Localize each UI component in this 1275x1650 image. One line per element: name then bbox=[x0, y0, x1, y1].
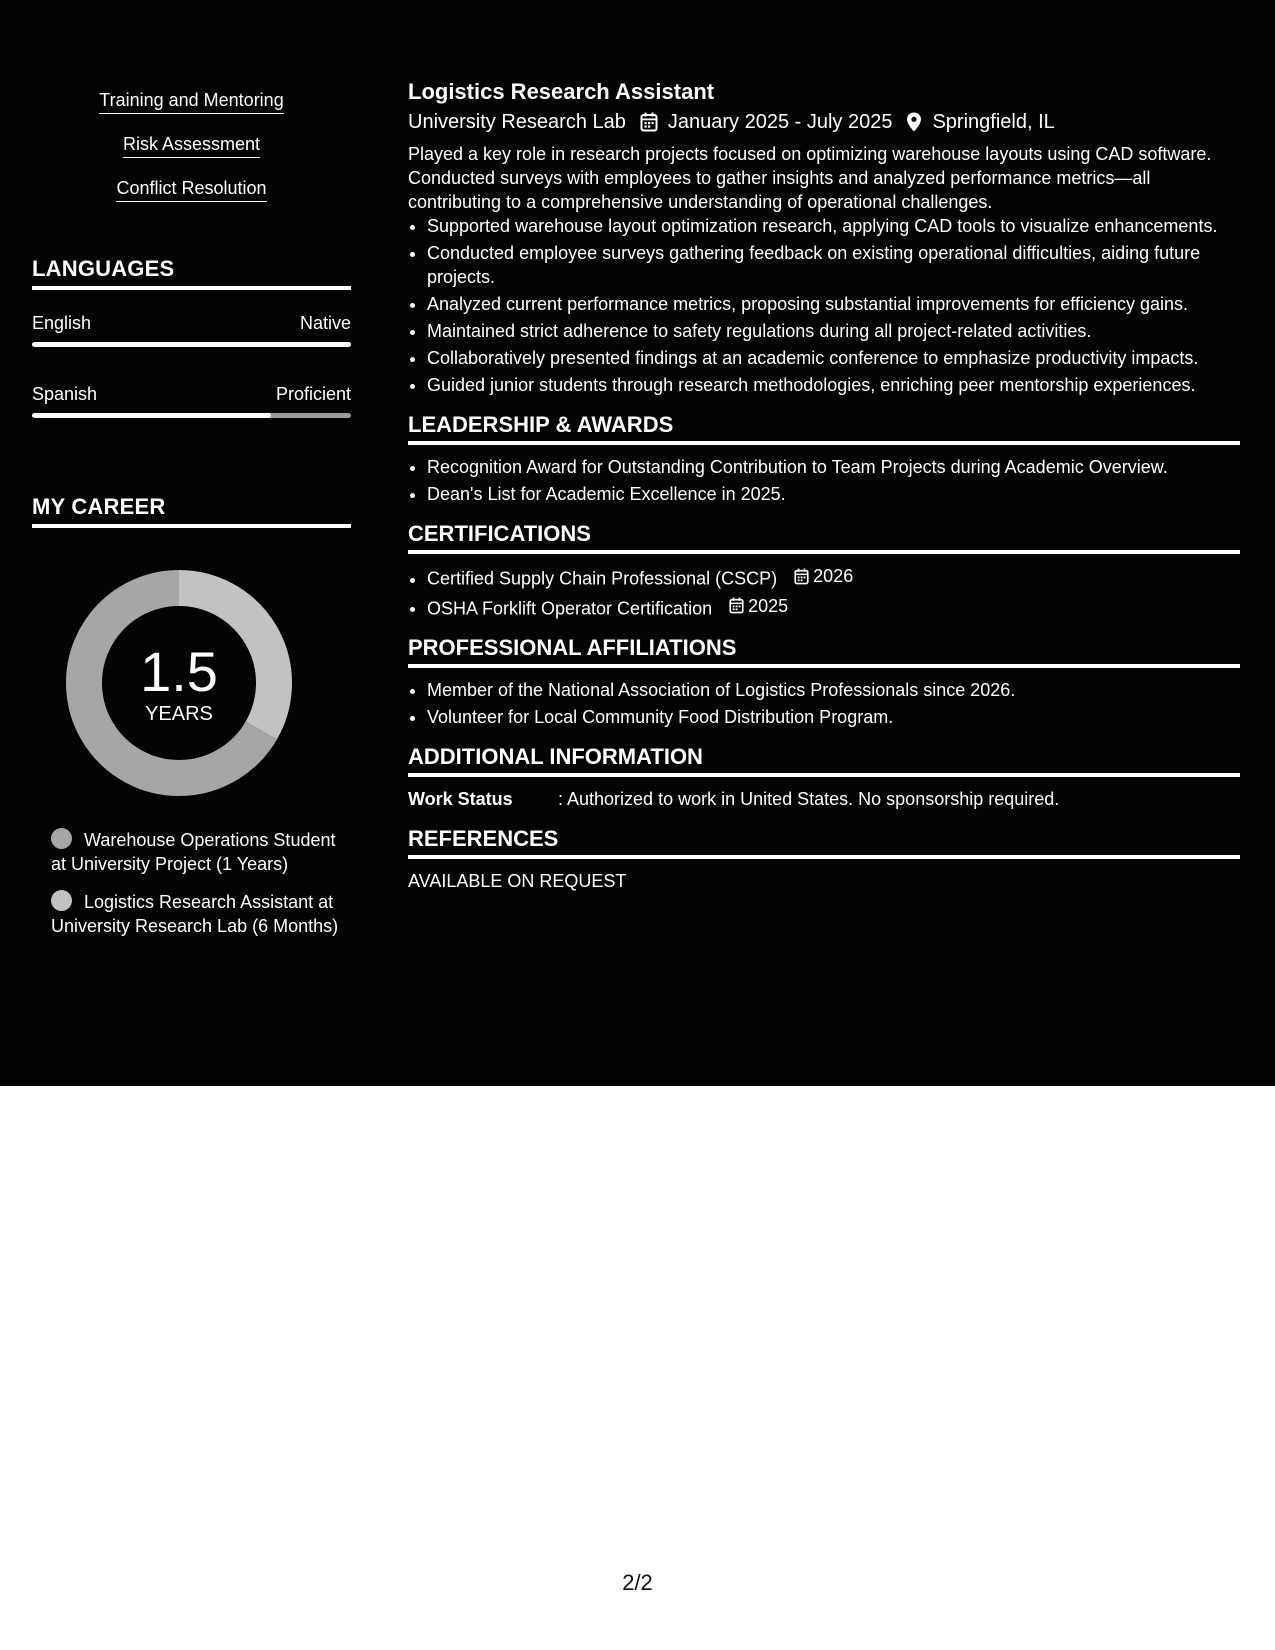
list-item: • Guided junior students through research methodologies, enriching peer mentorship experiences. bbox=[427, 373, 1240, 397]
skill-item: Conflict Resolution bbox=[116, 176, 266, 202]
career-total-value: 1.5 bbox=[140, 640, 218, 703]
list-item: • Dean's List for Academic Excellence in 2025. bbox=[427, 482, 1240, 506]
language-item bbox=[32, 383, 351, 418]
affiliations-section bbox=[408, 634, 1240, 729]
job-bullets bbox=[408, 214, 1240, 397]
career-heading: MY CAREER bbox=[32, 494, 351, 528]
list-item: • Member of the National Association of Logistics Professionals since 2026. bbox=[427, 678, 1240, 702]
page-number: 2/2 bbox=[622, 1570, 653, 1595]
language-item bbox=[32, 312, 351, 347]
list-item: • Volunteer for Local Community Food Distribution Program. bbox=[427, 705, 1240, 729]
legend-dot-icon bbox=[51, 890, 72, 911]
career-legend-item bbox=[51, 828, 341, 876]
certification-name: Certified Supply Chain Professional (CSCP) bbox=[427, 568, 778, 589]
section-heading: CERTIFICATIONS bbox=[408, 520, 1240, 554]
job-description: Played a key role in research projects focused on optimizing warehouse layouts using CAD software. Conducted surveys with employees to gather insights and analyzed performance metrics—all contributing to a comprehensive understanding of operational challenges. bbox=[408, 144, 1212, 212]
references-section bbox=[408, 825, 1240, 893]
certification-year: 2025 bbox=[748, 595, 789, 616]
certification-item bbox=[427, 564, 1240, 591]
calendar-icon bbox=[794, 568, 809, 585]
list-item: • Recognition Award for Outstanding Contribution to Team Projects during Academic Overview. bbox=[427, 455, 1240, 479]
list-item: • Analyzed current performance metrics, proposing substantial improvements for efficiency gains. bbox=[427, 292, 1240, 316]
skills-list bbox=[32, 88, 351, 220]
calendar-icon bbox=[729, 597, 744, 614]
career-legend-item bbox=[51, 890, 341, 938]
language-proficiency-fill bbox=[32, 413, 271, 418]
career-legend bbox=[51, 828, 341, 938]
skill-item: Training and Mentoring bbox=[99, 88, 283, 114]
leadership-section bbox=[408, 411, 1240, 506]
job-company: University Research Lab bbox=[408, 111, 626, 133]
language-name: English bbox=[32, 313, 92, 333]
additional-info-section bbox=[408, 743, 1240, 811]
certification-name: OSHA Forklift Operator Certification bbox=[427, 598, 713, 618]
section-heading: REFERENCES bbox=[408, 825, 1240, 859]
job-location: Springfield, IL bbox=[932, 111, 1055, 133]
career-donut-center bbox=[66, 570, 292, 796]
sidebar bbox=[32, 0, 351, 952]
legend-dot-icon bbox=[51, 828, 72, 849]
list-item: • Supported warehouse layout optimization research, applying CAD tools to visualize enhancements. bbox=[427, 214, 1240, 238]
job-meta bbox=[408, 108, 1240, 136]
language-level: Native bbox=[299, 313, 351, 333]
job-title: Logistics Research Assistant bbox=[408, 79, 715, 104]
section-heading: LEADERSHIP & AWARDS bbox=[408, 411, 1240, 445]
main-content bbox=[408, 77, 1240, 893]
certifications-section bbox=[408, 520, 1240, 620]
language-proficiency-fill bbox=[32, 342, 351, 347]
language-name: Spanish bbox=[32, 384, 98, 404]
career-total-unit: YEARS bbox=[145, 703, 213, 725]
list-item: • Conducted employee surveys gathering feedback on existing operational difficulties, aiding future projects. bbox=[427, 241, 1240, 289]
section-heading: PROFESSIONAL AFFILIATIONS bbox=[408, 634, 1240, 668]
career-legend-label: Logistics Research Assistant at University Research Lab (6 Months) bbox=[51, 892, 339, 936]
languages-heading: LANGUAGES bbox=[32, 256, 351, 290]
section-heading: ADDITIONAL INFORMATION bbox=[408, 743, 1240, 777]
references-text: AVAILABLE ON REQUEST bbox=[408, 871, 627, 891]
calendar-icon bbox=[640, 112, 658, 132]
career-donut-chart bbox=[66, 570, 292, 796]
work-status-label: Work Status bbox=[408, 789, 513, 809]
language-proficiency-bar bbox=[32, 413, 351, 418]
skill-item: Risk Assessment bbox=[123, 132, 260, 158]
language-level: Proficient bbox=[275, 384, 351, 404]
language-proficiency-bar bbox=[32, 342, 351, 347]
certification-year: 2026 bbox=[813, 566, 854, 586]
list-item: • Collaboratively presented findings at an academic conference to emphasize productivity impacts. bbox=[427, 346, 1240, 370]
location-pin-icon bbox=[906, 112, 922, 132]
career-legend-label: Warehouse Operations Student at University Project (1 Years) bbox=[51, 830, 336, 874]
work-status-value: : Authorized to work in United States. No sponsorship required. bbox=[558, 789, 1060, 809]
job-dates: January 2025 - July 2025 bbox=[667, 111, 893, 133]
list-item: • Maintained strict adherence to safety regulations during all project-related activities. bbox=[427, 319, 1240, 343]
certification-item bbox=[427, 594, 1240, 621]
work-status-row bbox=[408, 787, 1240, 811]
